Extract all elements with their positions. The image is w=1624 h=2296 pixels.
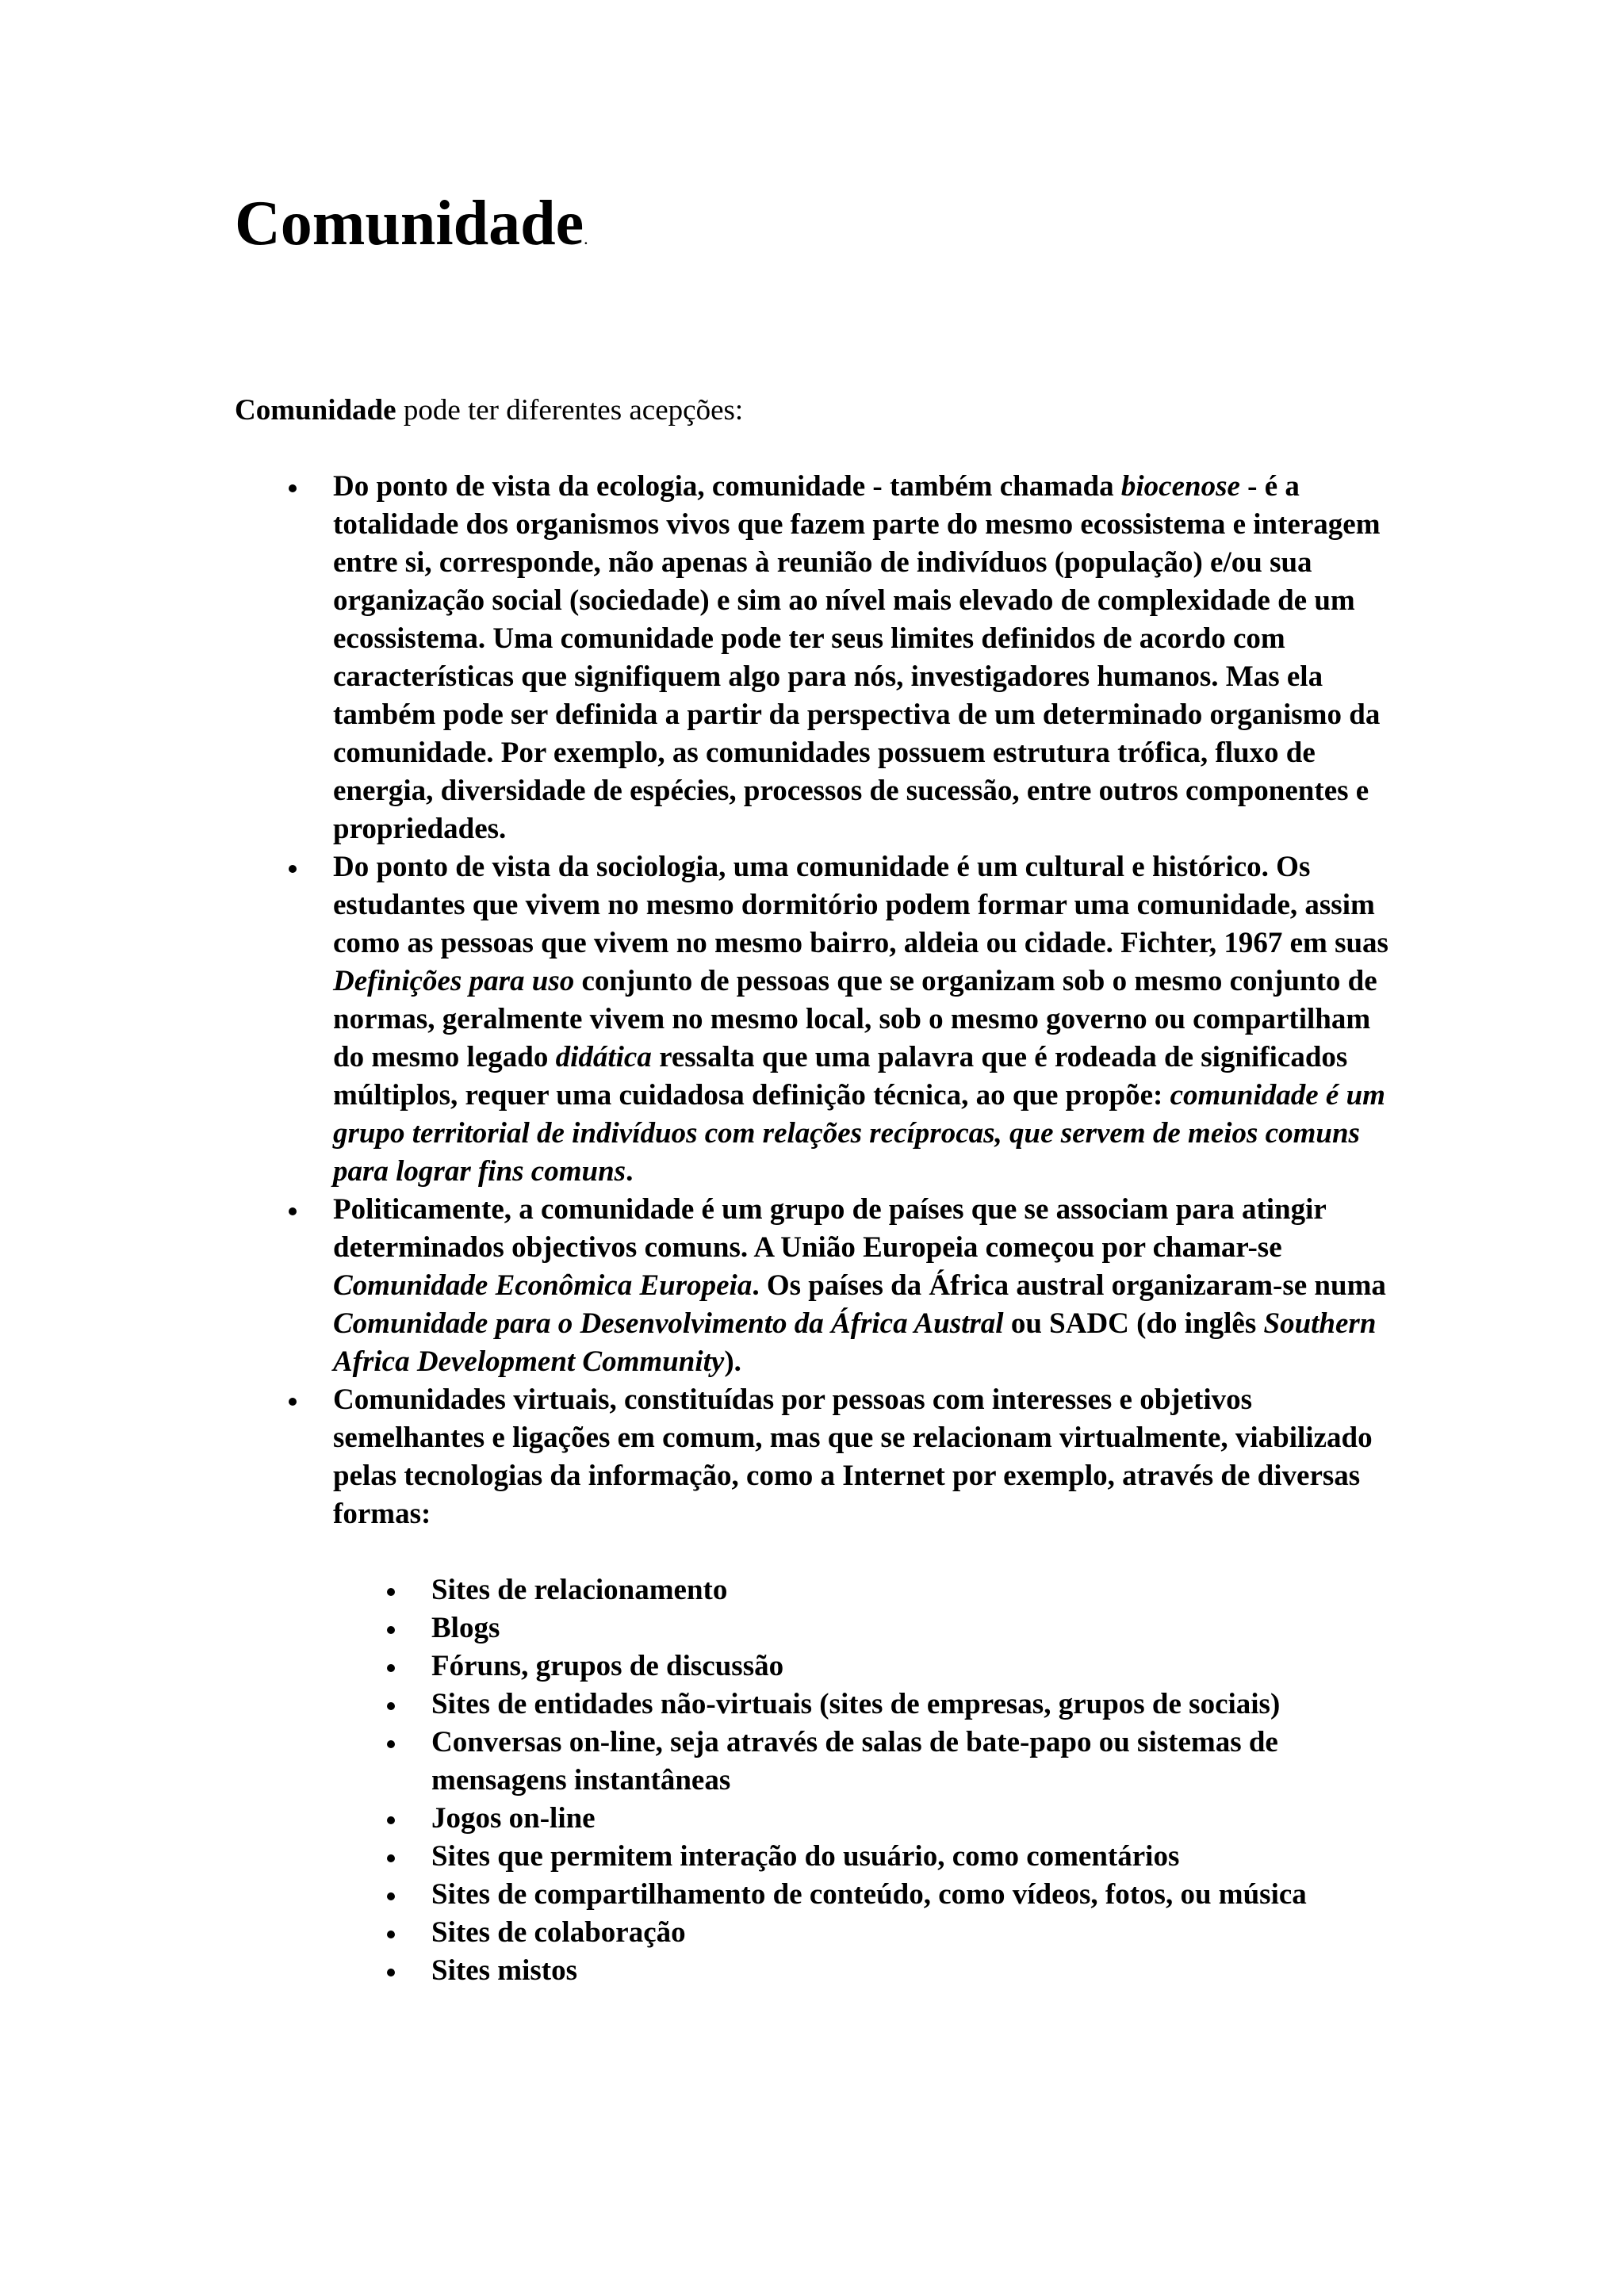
title-text: Comunidade: [235, 189, 584, 258]
sub-list-item: [431, 1609, 1399, 1647]
bullet-icon: [289, 1398, 297, 1406]
bullet-icon: [387, 1664, 395, 1672]
politica-text-3: ou SADC (do inglês: [1003, 1307, 1264, 1340]
politica-italic-1: Comunidade Econômica Europeia: [333, 1269, 753, 1302]
sub-item-text: Sites de colaboração: [431, 1916, 686, 1949]
sociologia-text-3: ressalta que uma palavra que é rodeada de significados múltiplos, requer uma cuidadosa definição técnica, ao que propõe:: [333, 1041, 1348, 1112]
bullet-icon: [387, 1588, 395, 1596]
sub-item-text: Sites mistos: [431, 1954, 577, 1987]
sub-item-text: Sites que permitem interação do usuário, como comentários: [431, 1840, 1180, 1873]
politica-text-2: . Os países da África austral organizaram-se numa: [752, 1269, 1386, 1302]
intro-paragraph: [235, 392, 743, 430]
list-item-politica: [333, 1191, 1396, 1381]
politica-text-1: Politicamente, a comunidade é um grupo de países que se associam para atingir determinados objectivos comuns. A União Europeia começou por chamar-se: [333, 1193, 1327, 1264]
page-title: [235, 189, 588, 258]
bullet-icon: [289, 865, 297, 873]
bullet-icon: [387, 1854, 395, 1862]
ecologia-text-1: Do ponto de vista da ecologia, comunidade - também chamada: [333, 470, 1121, 503]
bullet-icon: [289, 1207, 297, 1215]
list-item-sociologia: [333, 848, 1396, 1191]
list-item-ecologia: [333, 468, 1396, 848]
intro-text: pode ter diferentes acepções:: [396, 394, 744, 427]
ecologia-italic-1: biocenose: [1120, 470, 1240, 503]
sub-list-item: [431, 1952, 1399, 1990]
title-suffix: .: [584, 228, 588, 248]
sub-list-item: [431, 1914, 1399, 1952]
sub-list-item: [431, 1838, 1399, 1876]
sub-item-text: Blogs: [431, 1612, 500, 1644]
bullet-icon: [387, 1931, 395, 1938]
virtual-forms-list: [431, 1571, 1399, 1990]
sub-item-text: Sites de entidades não-virtuais (sites de empresas, grupos de sociais): [431, 1688, 1281, 1720]
sub-item-text: Jogos on-line: [431, 1802, 596, 1835]
bullet-icon: [387, 1892, 395, 1900]
sub-list-item: [431, 1647, 1399, 1686]
sociologia-text-1: Do ponto de vista da sociologia, uma comunidade é um cultural e histórico. Os estudantes que vivem no mesmo dormitório podem formar uma comunidade, assim como as pessoas que vivem no mesmo bairro, aldeia ou cidade. Fichter, 1967 em suas: [333, 851, 1388, 959]
sub-list-item: [431, 1724, 1399, 1800]
sub-item-text: Sites de compartilhamento de conteúdo, como vídeos, fotos, ou música: [431, 1878, 1307, 1911]
sociologia-italic-2: didática: [555, 1041, 652, 1073]
bullet-icon: [289, 484, 297, 492]
bullet-icon: [387, 1740, 395, 1748]
sub-list-item: [431, 1800, 1399, 1838]
ecologia-text-2: - é a totalidade dos organismos vivos que fazem parte do mesmo ecossistema e interagem entre si, corresponde, não apenas à reunião de indivíduos (população) e/ou sua organização social (sociedade) e sim ao nível mais elevado de complexidade de um ecossistema. Uma comunidade pode ter seus limites definidos de acordo com características que signifiquem algo para nós, investigadores humanos. Mas ela também pode ser definida a partir da perspectiva de um determinado organismo da comunidade. Por exemplo, as comunidades possuem estrutura trófica, fluxo de energia, diversidade de espécies, processos de sucessão, entre outros componentes e propriedades.: [333, 470, 1381, 845]
sub-item-text: Sites de relacionamento: [431, 1574, 728, 1606]
bullet-icon: [387, 1969, 395, 1976]
sociologia-italic-3: comunidade é um grupo territorial de indivíduos com relações recíprocas, que servem de meios comuns para lograr fins comuns: [333, 1079, 1385, 1188]
sub-list-item: [431, 1876, 1399, 1914]
politica-text-4: ).: [724, 1345, 741, 1378]
definitions-list: [333, 468, 1396, 1990]
sub-item-text: Conversas on-line, seja através de salas de bate-papo ou sistemas de mensagens instantâneas: [431, 1726, 1278, 1797]
politica-italic-2: Comunidade para o Desenvolvimento da África Austral: [333, 1307, 1004, 1340]
sub-list-item: [431, 1571, 1399, 1609]
sub-list-item: [431, 1686, 1399, 1724]
politica-italic-3: Southern Africa Development Community: [333, 1307, 1377, 1378]
list-item-virtuais: [333, 1381, 1396, 1990]
bullet-icon: [387, 1626, 395, 1634]
virtuais-text: Comunidades virtuais, constituídas por pessoas com interesses e objetivos semelhantes e ligações em comum, mas que se relacionam virtualmente, viabilizado pelas tecnologias da informação, como a Internet por exemplo, através de diversas formas:: [333, 1383, 1373, 1530]
sociologia-text-4: .: [626, 1155, 634, 1188]
sociologia-text-2: conjunto de pessoas que se organizam sob o mesmo conjunto de normas, geralmente vivem no mesmo local, sob o mesmo governo ou compartilham do mesmo legado: [333, 965, 1377, 1073]
sociologia-italic-1: Definições para uso: [333, 965, 575, 997]
intro-bold-term: Comunidade: [235, 394, 396, 427]
bullet-icon: [387, 1816, 395, 1824]
sub-item-text: Fóruns, grupos de discussão: [431, 1650, 784, 1682]
bullet-icon: [387, 1702, 395, 1710]
